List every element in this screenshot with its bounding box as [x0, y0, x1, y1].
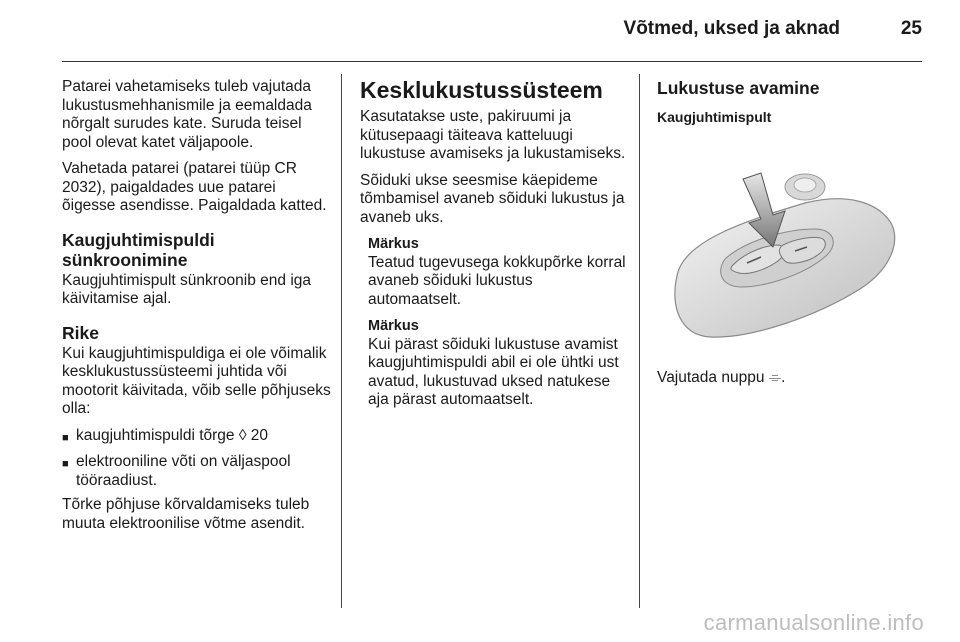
note-2 [368, 317, 628, 410]
column-divider-1 [341, 74, 342, 608]
bullet-square-icon: ■ [62, 431, 69, 444]
bullet-text: elektrooniline võti on väljaspool tööraadiust. [76, 453, 291, 489]
door-handle-text: Sõiduki ukse seesmise käepideme tõmbamisel avaneb sõiduki lukustus ja avaneb uks. [360, 171, 625, 226]
key-fob-icon [655, 141, 917, 353]
press-button-text: Vajutada nuppu ⌯. [657, 368, 786, 386]
note-1 [368, 235, 628, 309]
fault-text: Kui kaugjuhtimispuldiga ei ole võimalik kesklukustussüsteemi juhtida või mootorit käivitada, võib selle põhjuseks olla: [62, 344, 331, 417]
battery-replace-text: Patarei vahetamiseks tuleb vajutada lukustusmehhanismile ja eemaldada nõrgalt surudes kate. Suruda teisel pool olevat katet väljapoole. [62, 78, 312, 151]
header-title: Võtmed, uksed ja aknad [623, 18, 840, 39]
note-text: Kui pärast sõiduki lukustuse avamist kaugjuhtimispuldi abil ei ole ühtki ust avatud, lukustuvad uksed natukese aja pärast automaatselt. [368, 335, 619, 408]
fault-fix-text: Tõrke põhjuse kõrvaldamiseks tuleb muuta elektroonilise võtme asendit. [62, 496, 310, 532]
central-locking-text: Kasutatakse uste, pakiruumi ja kütusepaagi täiteava katteluugi lukustuse avamiseks ja lukustamiseks. [360, 108, 626, 162]
battery-type-text: Vahetada patarei (patarei tüüp CR 2032), paigaldades uue patarei õigesse asendisse. Paigaldada katted. [62, 160, 327, 214]
sync-text: Kaugjuhtimispult sünkroonib end iga käivitamise ajal. [62, 271, 312, 307]
note-label: Märkus [368, 318, 419, 334]
column-divider-2 [639, 74, 640, 608]
sync-heading: Kaugjuhtimispuldi sünkroonimine [62, 229, 215, 270]
page-number: 25 [900, 18, 922, 39]
fault-heading: Rike [62, 322, 99, 343]
bullet-square-icon: ■ [62, 458, 69, 470]
note-label: Märkus [368, 236, 419, 252]
key-fob-figure [655, 141, 917, 353]
central-locking-heading: Kesklukustussüsteem [360, 77, 603, 103]
bullet-text: kaugjuhtimispuldi tõrge ◊ 20 [76, 426, 269, 444]
watermark: carmanualsonline.info [703, 610, 924, 635]
column-2 [360, 78, 628, 418]
bullet-item [62, 427, 332, 448]
column-3 [657, 78, 922, 395]
column-1 [62, 78, 332, 541]
remote-subheading: Kaugjuhtimispult [657, 109, 772, 125]
unlock-heading: Lukustuse avamine [657, 78, 820, 98]
header-rule [62, 61, 922, 62]
note-text: Teatud tugevusega kokkupõrke korral avaneb sõiduki lukustus automaatselt. [368, 253, 626, 308]
bullet-item [62, 453, 332, 490]
